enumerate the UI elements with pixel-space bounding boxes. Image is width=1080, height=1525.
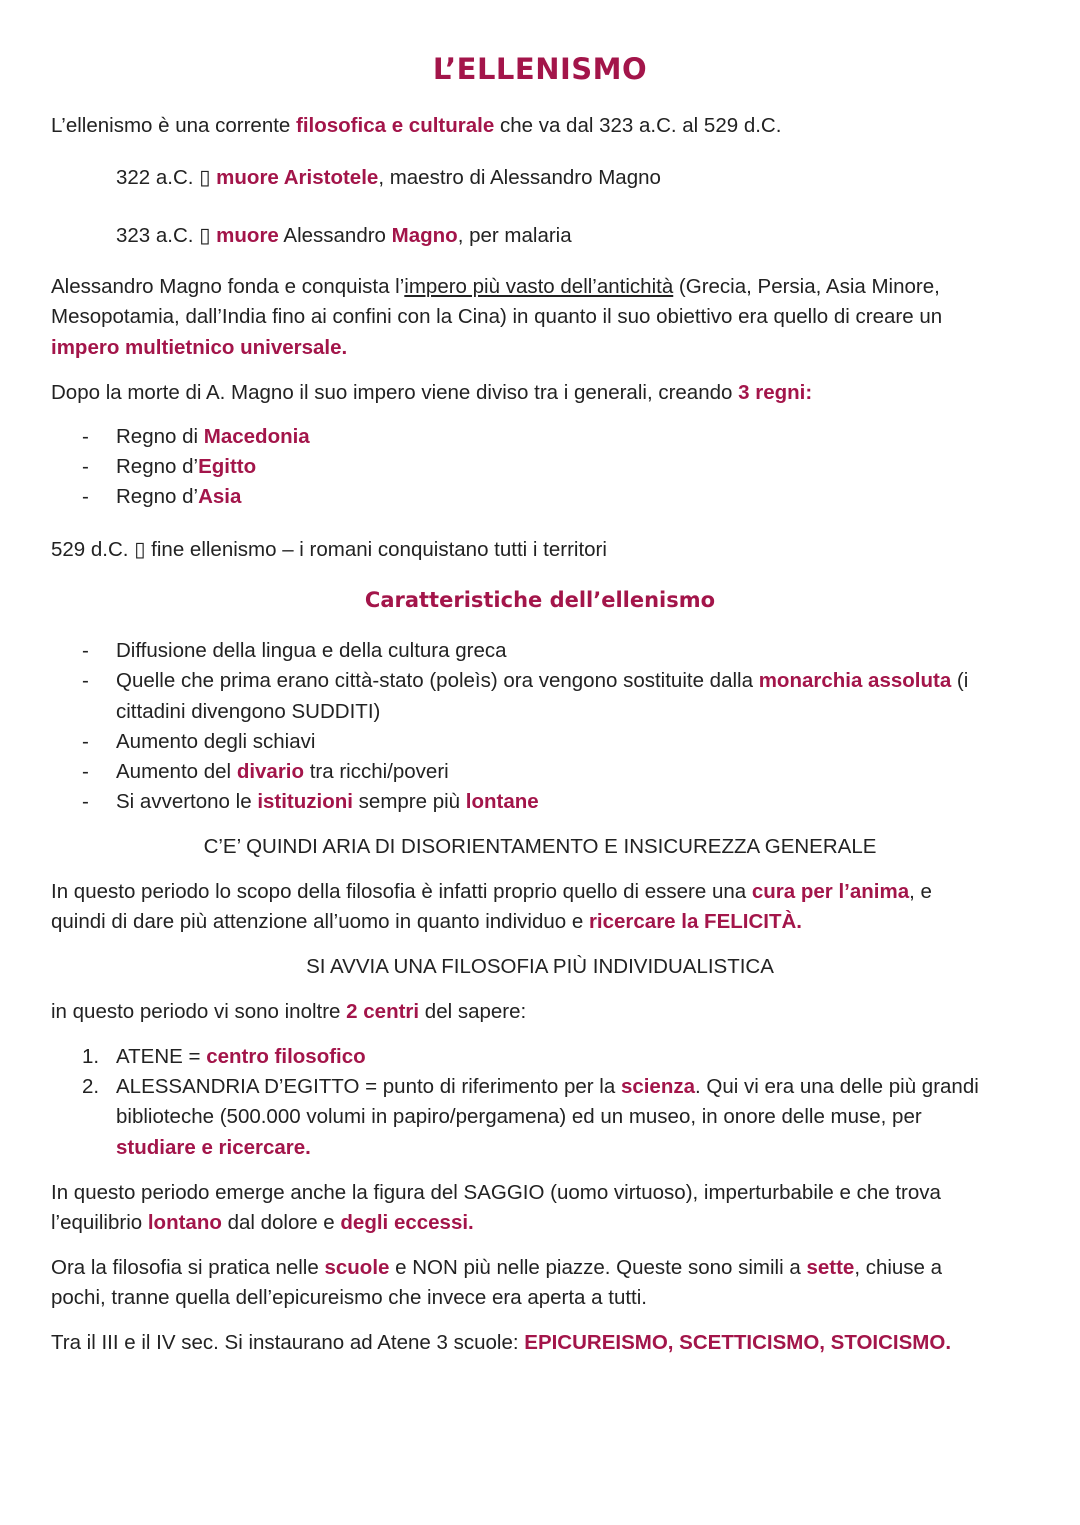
feature-item: Diffusione della lingua e della cultura greca [116, 639, 507, 662]
center-alexandria-line-2: biblioteche (500.000 volumi in papiro/pergamena) ed un museo, in onore delle muse, per [116, 1105, 922, 1128]
list-number: 1. [82, 1045, 100, 1068]
feature-item: Aumento degli schiavi [116, 730, 316, 753]
list-bullet: - [82, 730, 89, 753]
center-alexandria: ALESSANDRIA D’EGITTO = punto di riferimento per la scienza. Qui vi era una delle più grandi [116, 1075, 979, 1098]
list-bullet: - [82, 639, 89, 662]
center-athens: ATENE = centro filosofico [116, 1045, 366, 1068]
center-alexandria-line-3: studiare e ricercare. [116, 1136, 311, 1159]
purpose-line-2: quindi di dare più attenzione all’uomo in quanto individuo e ricercare la FELICITÀ. [51, 910, 802, 933]
page-title: L’ELLENISMO [432, 52, 648, 86]
purpose-line-1: In questo periodo lo scopo della filosofia è infatti proprio quello di essere una cura per l’anima, e [51, 880, 932, 903]
feature-item: Si avvertono le istituzioni sempre più lontane [116, 790, 539, 813]
individualistic-statement: SI AVVIA UNA FILOSOFIA PIÙ INDIVIDUALISTICA [306, 955, 774, 978]
intro-paragraph: L’ellenismo è una corrente filosofica e culturale che va dal 323 a.C. al 529 d.C. [51, 114, 782, 137]
list-number: 2. [82, 1075, 100, 1098]
list-bullet: - [82, 669, 89, 692]
empire-line-1: Alessandro Magno fonda e conquista l’impero più vasto dell’antichità (Grecia, Persia, Asia Minore, [51, 275, 940, 298]
sage-line-1: In questo periodo emerge anche la figura del SAGGIO (uomo virtuoso), imperturbabile e che trova [51, 1181, 941, 1204]
kingdom-item: Regno d’Asia [116, 485, 242, 508]
kingdom-item: Regno di Macedonia [116, 425, 310, 448]
three-schools: Tra il III e il IV sec. Si instaurano ad Atene 3 scuole: EPICUREISMO, SCETTICISMO, STOICISMO. [51, 1331, 952, 1354]
list-bullet: - [82, 425, 89, 448]
section-heading: Caratteristiche dell’ellenismo [364, 588, 716, 612]
kingdom-item: Regno d’Egitto [116, 455, 257, 478]
feature-item: Aumento del divario tra ricchi/poveri [116, 760, 449, 783]
date-aristotle: 322 a.C. ▯ muore Aristotele, maestro di Alessandro Magno [116, 166, 661, 189]
schools-line-1: Ora la filosofia si pratica nelle scuole e NON più nelle piazze. Queste sono simili a sette, chiuse a [51, 1256, 943, 1279]
list-bullet: - [82, 790, 89, 813]
list-bullet: - [82, 760, 89, 783]
centers-paragraph: in questo periodo vi sono inoltre 2 centri del sapere: [51, 1000, 527, 1023]
end-of-hellenism: 529 d.C. ▯ fine ellenismo – i romani conquistano tutti i territori [51, 538, 607, 561]
division-paragraph: Dopo la morte di A. Magno il suo impero viene diviso tra i generali, creando 3 regni: [51, 381, 813, 404]
empire-line-2: Mesopotamia, dall’India fino ai confini con la Cina) in quanto il suo obiettivo era quello di creare un [51, 305, 943, 328]
feature-item: Quelle che prima erano città-stato (poleìs) ora vengono sostituite dalla monarchia assoluta (i [116, 669, 969, 692]
feature-item-continued: cittadini divengono SUDDITI) [116, 700, 381, 723]
date-alexander: 323 a.C. ▯ muore Alessandro Magno, per malaria [116, 224, 572, 247]
empire-line-3: impero multietnico universale. [51, 336, 348, 359]
list-bullet: - [82, 485, 89, 508]
schools-line-2: pochi, tranne quella dell’epicureismo che invece era aperta a tutti. [51, 1286, 647, 1309]
list-bullet: - [82, 455, 89, 478]
disorientation-statement: C’E’ QUINDI ARIA DI DISORIENTAMENTO E INSICUREZZA GENERALE [203, 835, 877, 858]
sage-line-2: l’equilibrio lontano dal dolore e degli eccessi. [51, 1211, 474, 1234]
